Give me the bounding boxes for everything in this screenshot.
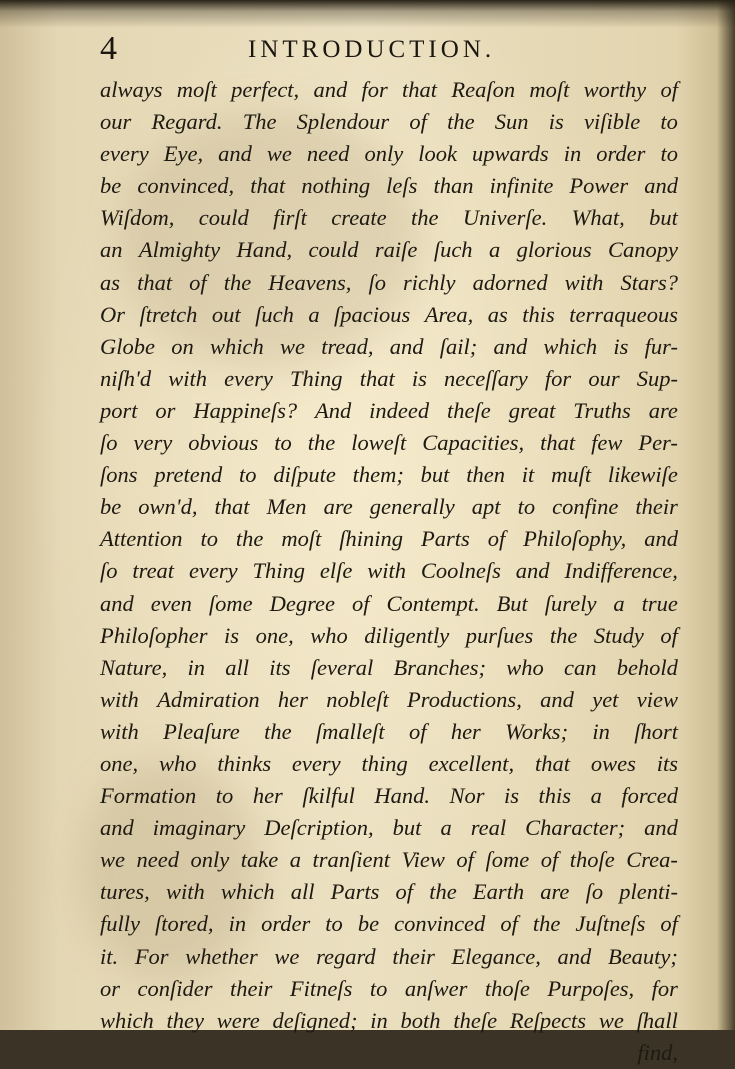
text-line: niſh'd with every Thing that is neceſſary for our Sup- bbox=[100, 365, 678, 391]
text-line: Globe on which we tread, and ſail; and which is fur- bbox=[100, 333, 678, 359]
text-line: Attention to the moſt ſhining Parts of Philoſophy, and bbox=[100, 526, 678, 552]
text-line: tures, with which all Parts of the Earth are ſo plenti- bbox=[100, 879, 678, 905]
text-line: Or ſtretch out ſuch a ſpacious Area, as this terraqueous bbox=[100, 301, 678, 327]
text-line: as that of the Heavens, ſo richly adorned with Stars? bbox=[100, 269, 678, 295]
text-line: Wiſdom, could firſt create the Univerſe. What, but bbox=[100, 205, 678, 231]
text-line: ſons pretend to diſpute them; but then it muſt likewiſe bbox=[100, 462, 678, 488]
page-top-edge bbox=[0, 0, 735, 28]
text-line: every Eye, and we need only look upwards in order to bbox=[100, 141, 678, 167]
text-line: be own'd, that Men are generally apt to confine their bbox=[100, 494, 678, 520]
page-right-edge bbox=[717, 0, 735, 1030]
text-line: ſo very obvious to the loweſt Capacities, that few Per- bbox=[100, 430, 678, 456]
text-line: ſo treat every Thing elſe with Coolneſs and Indifference, bbox=[100, 558, 678, 584]
running-head: INTRODUCTION. bbox=[248, 36, 496, 63]
text-line: always moſt perfect, and for that Reaſon moſt worthy of bbox=[100, 77, 678, 102]
text-line: or conſider their Fitneſs to anſwer thoſe Purpoſes, for bbox=[100, 975, 678, 1001]
text-line: Formation to her ſkilful Hand. Nor is this a forced bbox=[100, 783, 678, 809]
text-line: and imaginary Deſcription, but a real Character; and bbox=[100, 815, 678, 841]
text-line: our Regard. The Splendour of the Sun is viſible to bbox=[100, 109, 678, 135]
body-text bbox=[100, 74, 678, 1069]
text-line: which they were deſigned; in both theſe Reſpects we ſhall bbox=[100, 1007, 678, 1033]
text-line: one, who thinks every thing excellent, that owes its bbox=[100, 750, 678, 776]
text-line: an Almighty Hand, could raiſe ſuch a glorious Canopy bbox=[100, 237, 678, 263]
text-line: it. For whether we regard their Elegance, and Beauty; bbox=[100, 943, 678, 969]
catchword: find, bbox=[637, 1039, 678, 1065]
text-line: port or Happineſs? And indeed theſe great Truths are bbox=[100, 397, 678, 423]
text-line: fully ſtored, in order to be convinced of the Juſtneſs of bbox=[100, 911, 678, 937]
text-line: with Pleaſure the ſmalleſt of her Works; in ſhort bbox=[100, 718, 678, 744]
text-line: and even ſome Degree of Contempt. But ſurely a true bbox=[100, 590, 678, 616]
text-line: be convinced, that nothing leſs than infinite Power and bbox=[100, 173, 678, 199]
text-line: with Admiration her nobleſt Productions, and yet view bbox=[100, 686, 678, 712]
page-number: 4 bbox=[100, 30, 117, 67]
text-line: we need only take a tranſient View of ſome of thoſe Crea- bbox=[100, 847, 678, 873]
text-line: Nature, in all its ſeveral Branches; who can behold bbox=[100, 654, 678, 680]
text-line: Philoſopher is one, who diligently purſues the Study of bbox=[100, 622, 678, 648]
